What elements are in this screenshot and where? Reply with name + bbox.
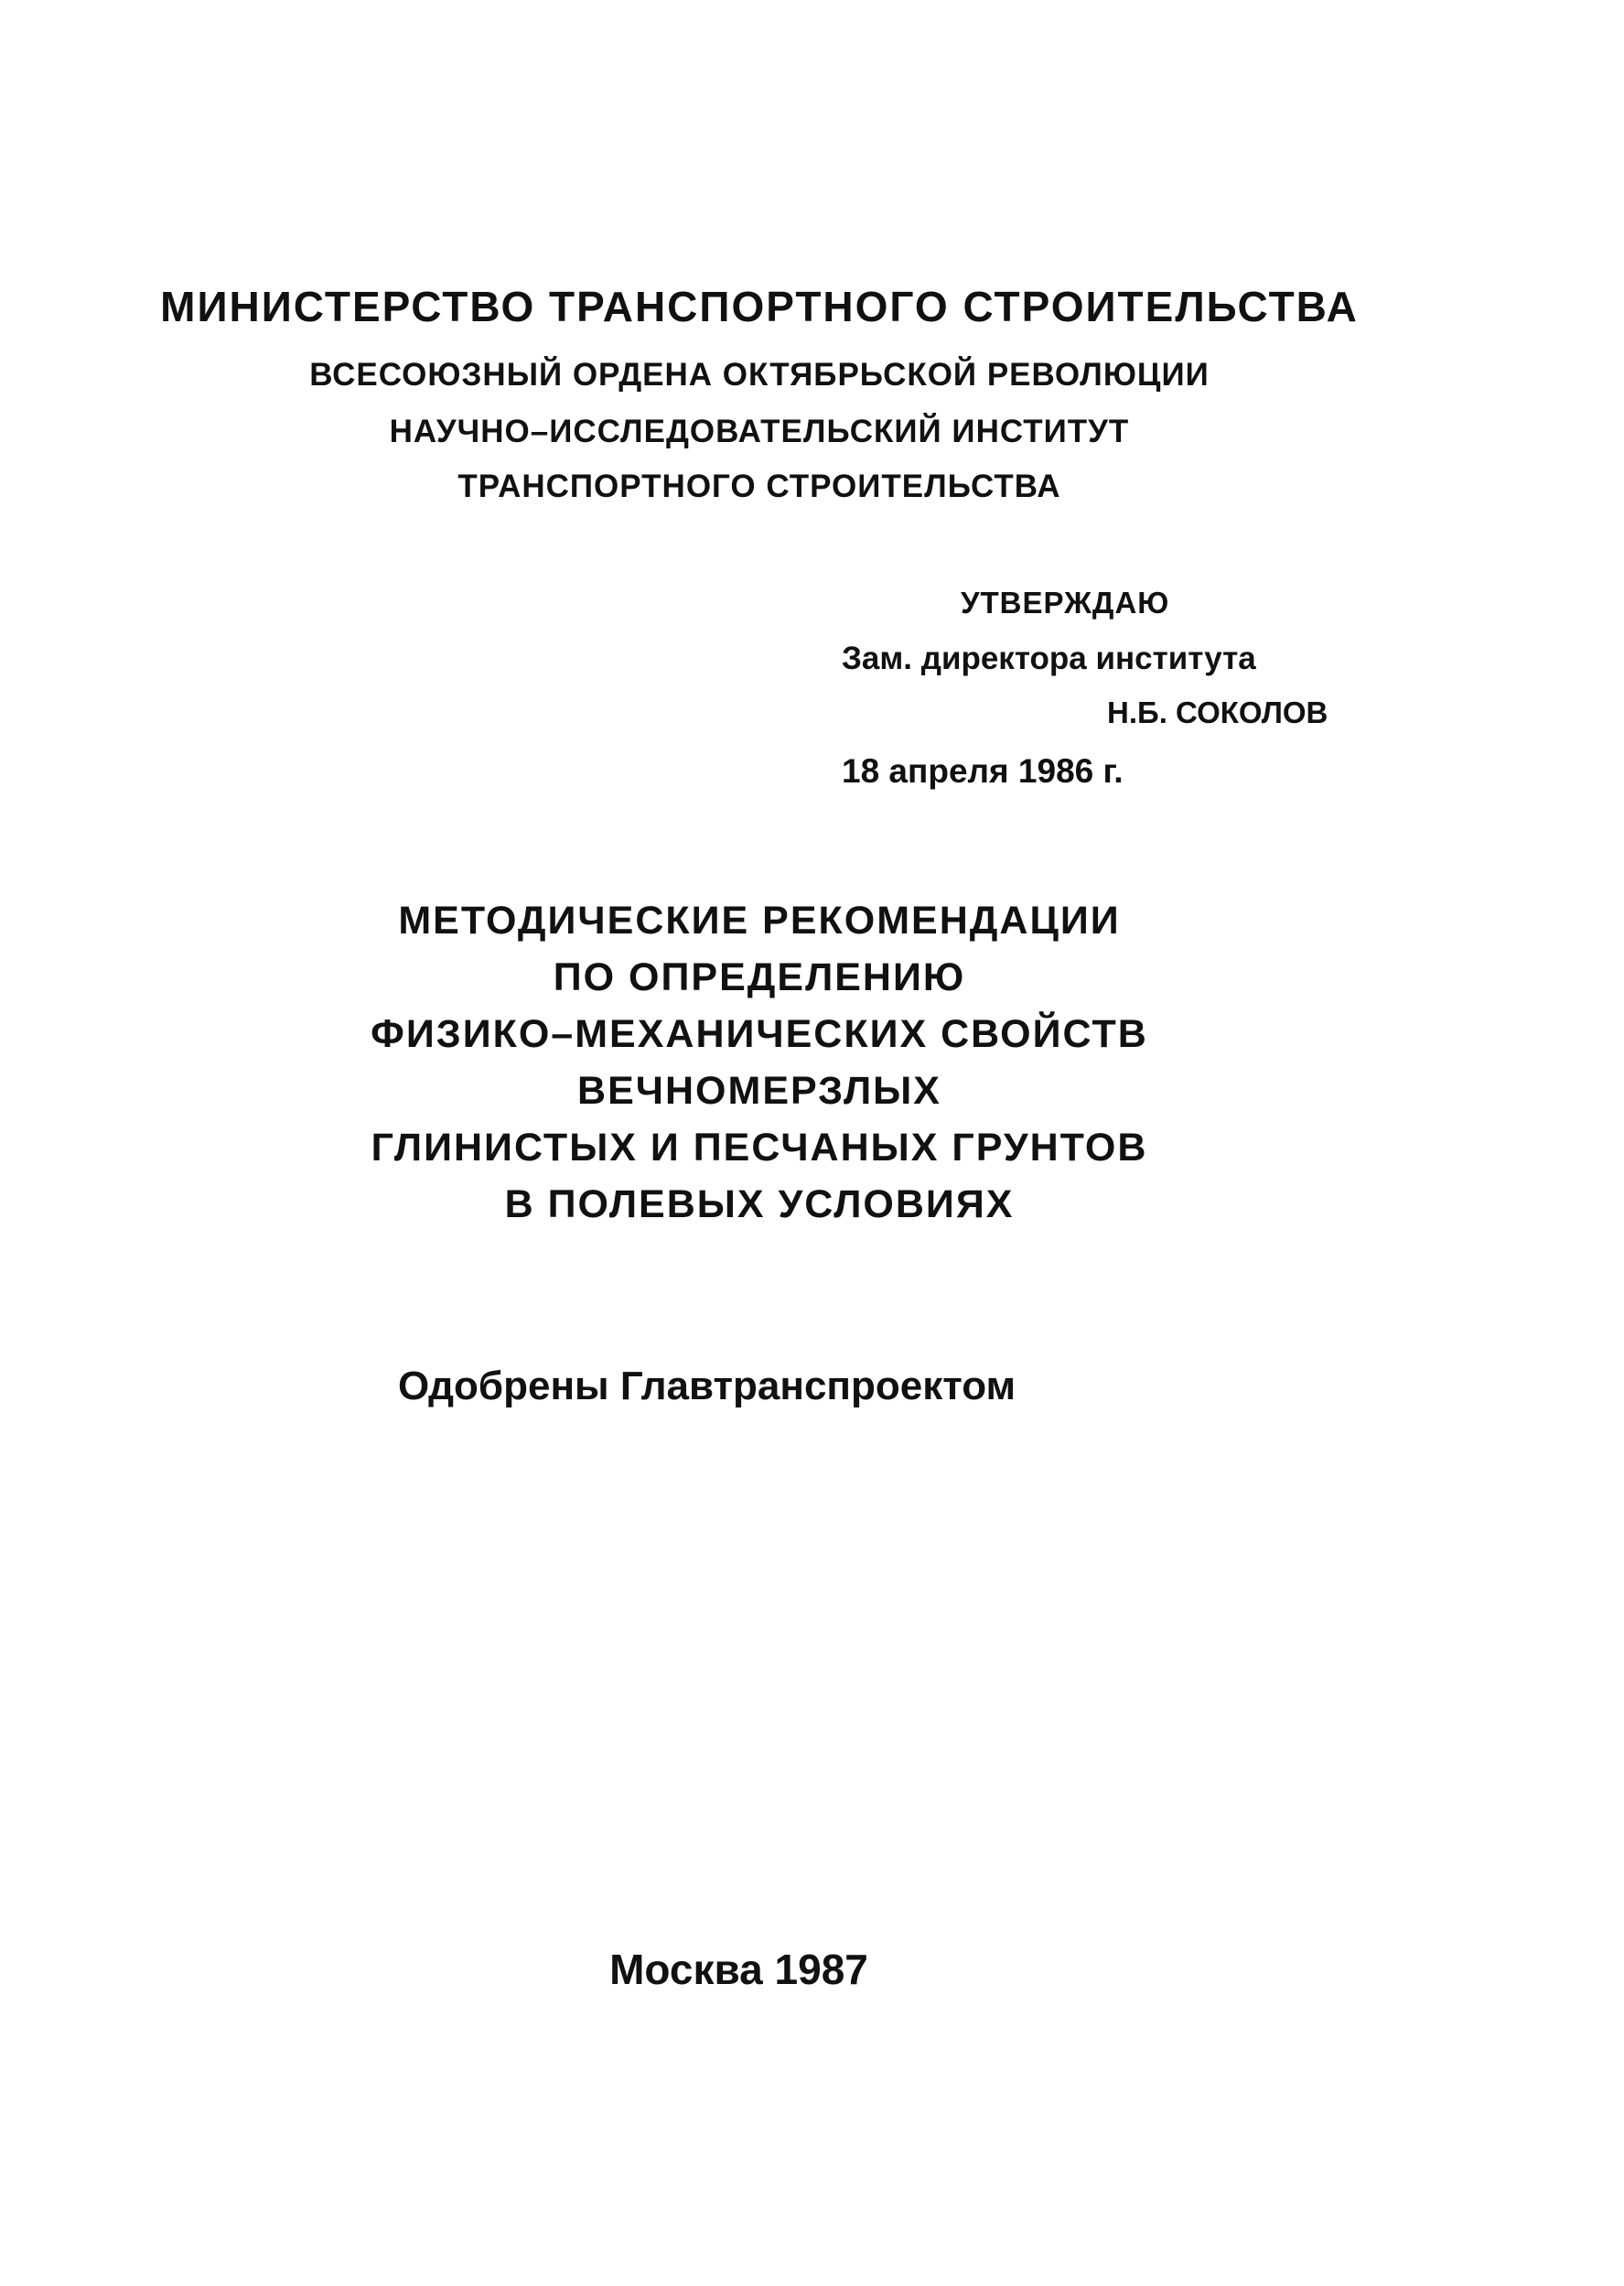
approval-role: Зам. директора института [842, 641, 1256, 676]
approval-title: УТВЕРЖДАЮ [961, 586, 1170, 620]
title-line-4: ВЕЧНОМЕРЗЛЫХ [577, 1069, 941, 1113]
institute-line-1: ВСЕСОЮЗНЫЙ ОРДЕНА ОКТЯБРЬСКОЙ РЕВОЛЮЦИИ [309, 357, 1210, 393]
title-line-2: ПО ОПРЕДЕЛЕНИЮ [553, 955, 966, 999]
imprint: Москва 1987 [609, 1946, 868, 1993]
approval-date: 18 апреля 1986 г. [842, 752, 1124, 790]
title-line-1: МЕТОДИЧЕСКИЕ РЕКОМЕНДАЦИИ [398, 899, 1121, 943]
institute-line-2: НАУЧНО–ИССЛЕДОВАТЕЛЬСКИЙ ИНСТИТУТ [389, 414, 1130, 449]
title-line-3: ФИЗИКО–МЕХАНИЧЕСКИХ СВОЙСТВ [371, 1012, 1148, 1056]
institute-line-3: ТРАНСПОРТНОГО СТРОИТЕЛЬСТВА [457, 469, 1061, 504]
document-title [0, 892, 1519, 1233]
title-line-5: ГЛИНИСТЫХ И ПЕСЧАНЫХ ГРУНТОВ [371, 1126, 1148, 1170]
approved-by: Одобрены Главтранспроектом [398, 1364, 1016, 1408]
approval-name: Н.Б. СОКОЛОВ [1107, 696, 1328, 729]
title-line-6: В ПОЛЕВЫХ УСЛОВИЯХ [504, 1182, 1015, 1226]
ministry-name: МИНИСТЕРСТВО ТРАНСПОРТНОГО СТРОИТЕЛЬСТВА [160, 283, 1359, 330]
